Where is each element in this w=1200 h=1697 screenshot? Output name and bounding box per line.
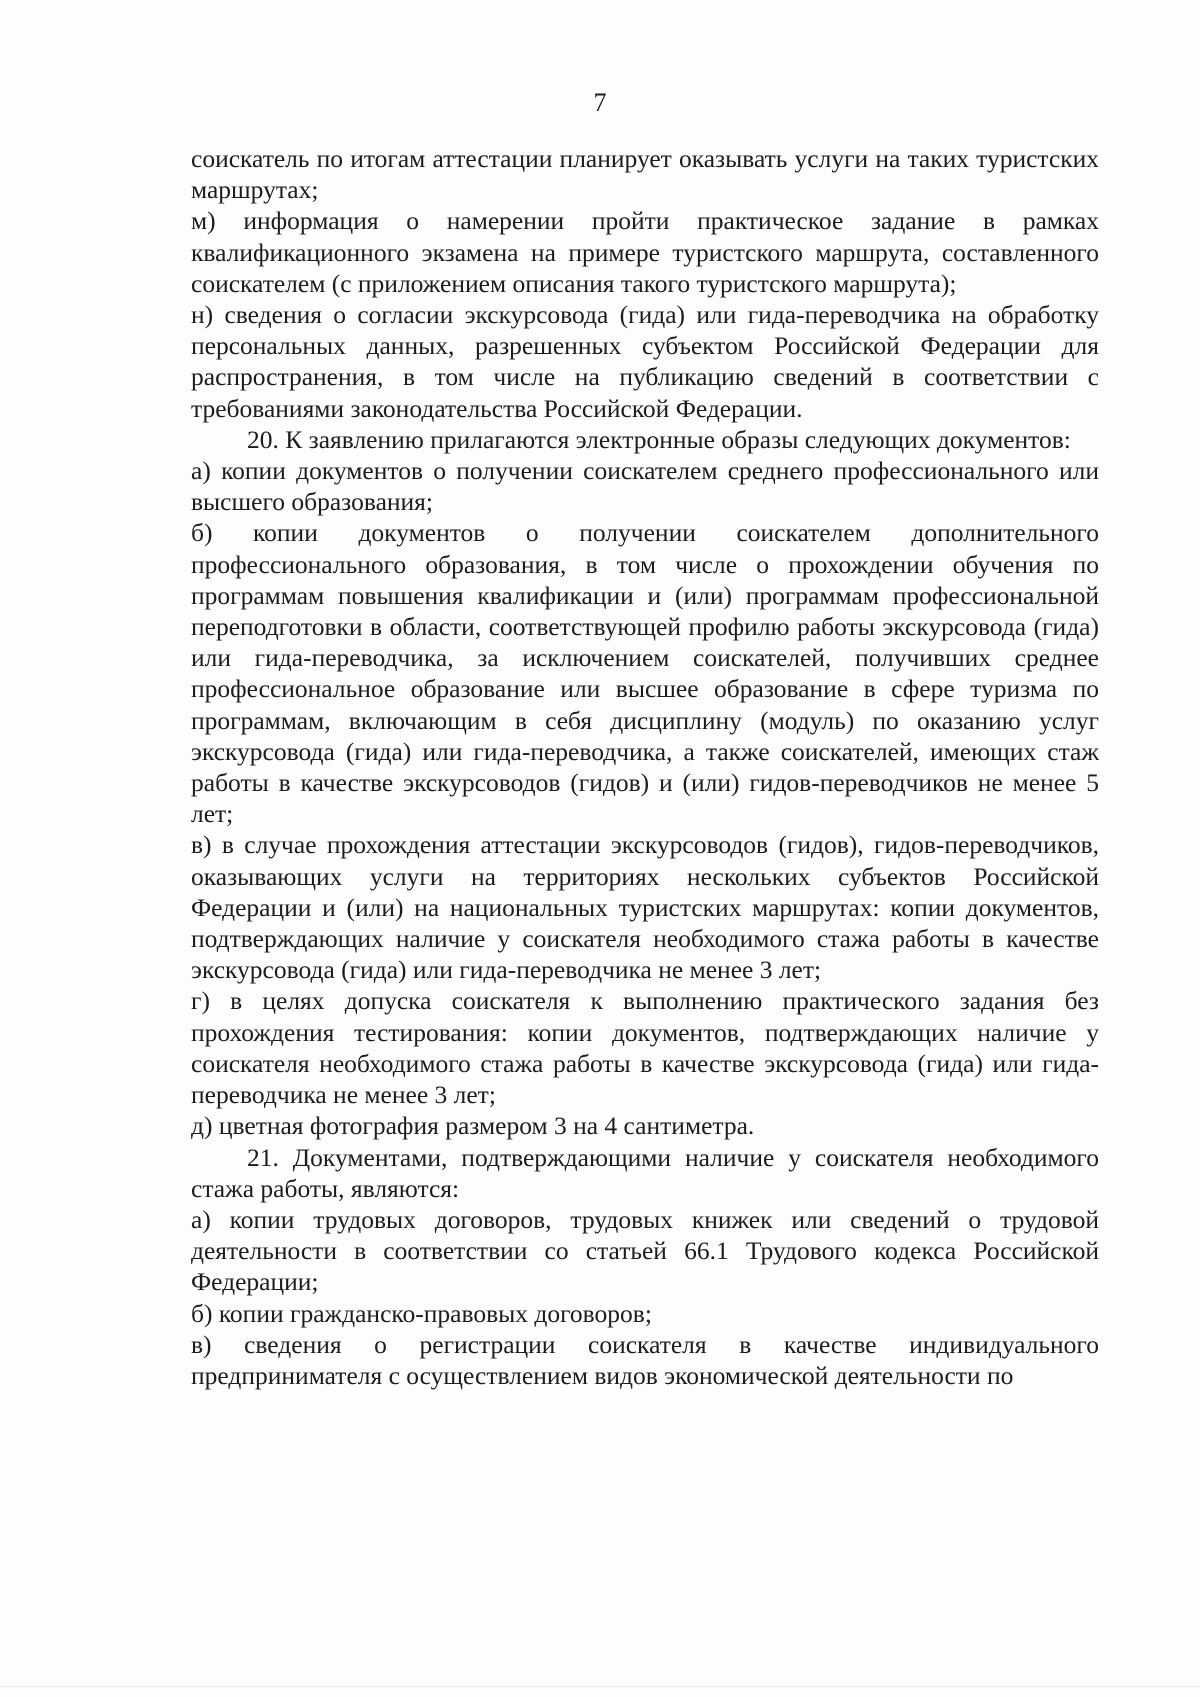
paragraph-item-n: н) сведения о согласии экскурсовода (гида) или гида-переводчика на обработку персональных данных, разрешенных субъектом Российской Федерации для распространения, в том числе на публикацию сведений в соответствии с требованиями законодательства Российской Федерации. <box>191 300 1099 423</box>
paragraph-item-a: а) копии документов о получении соискателем среднего профессионального или высшего образования; <box>191 456 1099 517</box>
paragraph-item-b: б) копии документов о получении соискателем дополнительного профессионального образования, в том числе о прохождении обучения по программам повышения квалификации и (или) программам профессиональной переподготовки в области, соответствующей профилю работы экскурсовода (гида) или гида-переводчика, за исключением соискателей, получивших среднее профессиональное образование или высшее образование в сфере туризма по программам, включающим в себя дисциплину (модуль) по оказанию услуг экскурсовода (гида) или гида-переводчика, а также соискателей, имеющих стаж работы в качестве экскурсоводов (гидов) и (или) гидов-переводчиков не менее 5 лет; <box>191 518 1099 829</box>
paragraph-item-v: в) в случае прохождения аттестации экскурсоводов (гидов), гидов-переводчиков, оказывающих услуги на территориях нескольких субъектов Российской Федерации и (или) на национальных туристских маршрутах: копии документов, подтверждающих наличие у соискателя необходимого стажа работы в качестве экскурсовода (гида) или гида-переводчика не менее 3 лет; <box>191 830 1099 985</box>
paragraph-item-b-2: б) копии гражданско-правовых договоров; <box>191 1298 652 1328</box>
scan-edge-line <box>0 1686 1200 1687</box>
paragraph-item-a-2: а) копии трудовых договоров, трудовых книжек или сведений о трудовой деятельности в соответствии со статьей 66.1 Трудового кодекса Российской Федерации; <box>191 1204 1099 1297</box>
paragraph-item-g: г) в целях допуска соискателя к выполнению практического задания без прохождения тестирования: копии документов, подтверждающих наличие у соискателя необходимого стажа работы в качестве экскурсовода (гида) или гида-переводчика не менее 3 лет; <box>191 986 1099 1110</box>
paragraph-item-m: м) информация о намерении пройти практическое задание в рамках квалификационного экзамена на примере туристского маршрута, составленного соискателем (с приложением описания такого туристского маршрута); <box>191 206 1099 298</box>
paragraph-item-v-2: в) сведения о регистрации соискателя в качестве индивидуального предпринимателя с осуществлением видов экономической деятельности по <box>191 1329 1099 1390</box>
paragraph-clause-20: 20. К заявлению прилагаются электронные образы следующих документов: <box>247 424 1071 454</box>
paragraph-continuation: соискатель по итогам аттестации планирует оказывать услуги на таких туристских маршрутах; <box>191 144 1099 205</box>
paragraph-item-d: д) цветная фотография размером 3 на 4 сантиметра. <box>191 1111 755 1141</box>
page-number: 7 <box>593 88 607 117</box>
document-body <box>191 143 1099 1391</box>
paragraph-clause-21: 21. Документами, подтверждающими наличие у соискателя необходимого стажа работы, являются: <box>191 1142 1099 1203</box>
